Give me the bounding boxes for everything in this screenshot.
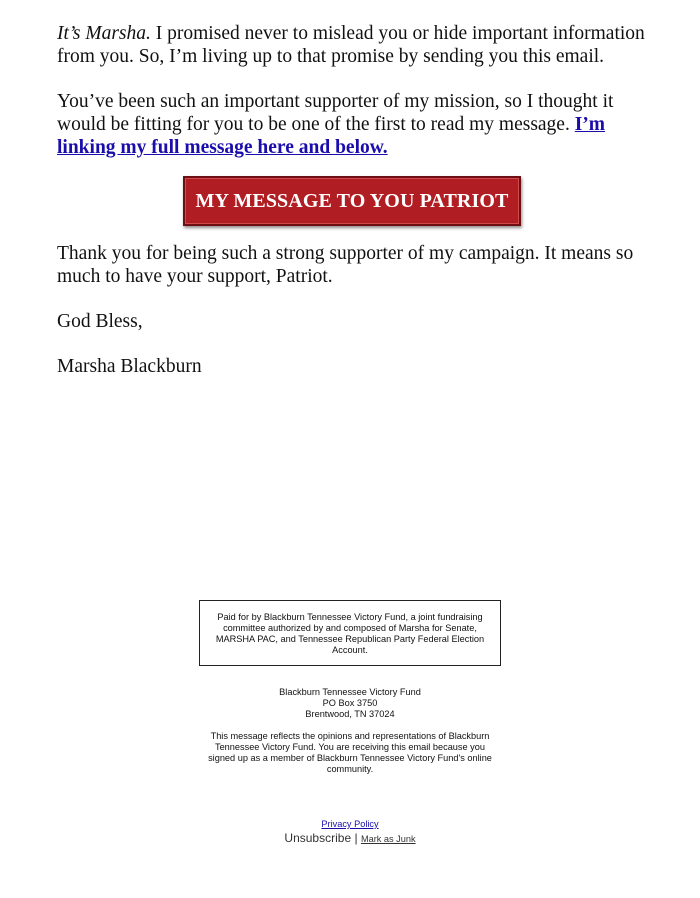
message-link[interactable]: I’m linking my full message here and below. — [57, 114, 606, 158]
paid-for-disclaimer: Paid for by Blackburn Tennessee Victory Fund, a joint fundraising committee authorized by and composed of Marsha for Senate, MARSHA PAC, and Tennessee Republican Party Federal Election Account. — [199, 600, 501, 666]
intro-italic: It’s Marsha. — [57, 23, 151, 44]
footer-links — [0, 819, 700, 846]
link-separator: | — [354, 831, 358, 845]
subscription-notice — [0, 731, 700, 775]
mark-as-junk-link[interactable]: Mark as Junk — [360, 834, 416, 844]
message-cta-button[interactable]: MY MESSAGE TO YOU PATRIOT — [183, 176, 521, 226]
cta-container — [57, 176, 647, 226]
supporter-paragraph — [57, 90, 647, 159]
intro-paragraph — [57, 22, 647, 68]
mailing-address — [0, 687, 700, 720]
signature: Marsha Blackburn — [57, 356, 202, 377]
intro-text: I promised never to mislead you or hide important information from you. So, I’m living up to that promise by sending you this email. — [57, 23, 645, 67]
address-city: Brentwood, TN 37024 — [305, 709, 395, 719]
thanks-paragraph: Thank you for being such a strong supporter of my campaign. It means so much to have your support, Patriot. — [57, 243, 634, 287]
notice-text: This message reflects the opinions and representations of Blackburn Tennessee Victory Fund. You are receiving this email because you signed up as a member of Blackburn Tennessee Victory Fund's online community. — [208, 731, 492, 774]
privacy-policy-link[interactable]: Privacy Policy — [321, 819, 379, 829]
address-name: Blackburn Tennessee Victory Fund — [279, 687, 421, 697]
closing-line: God Bless, — [57, 311, 143, 332]
unsubscribe-link[interactable]: Unsubscribe — [284, 831, 352, 845]
unsubscribe-row — [0, 831, 700, 846]
address-po-box: PO Box 3750 — [322, 698, 378, 708]
email-body — [57, 22, 647, 400]
supporter-text: You’ve been such an important supporter of my mission, so I thought it would be fitting for you to be one of the first to read my message. — [57, 91, 614, 135]
